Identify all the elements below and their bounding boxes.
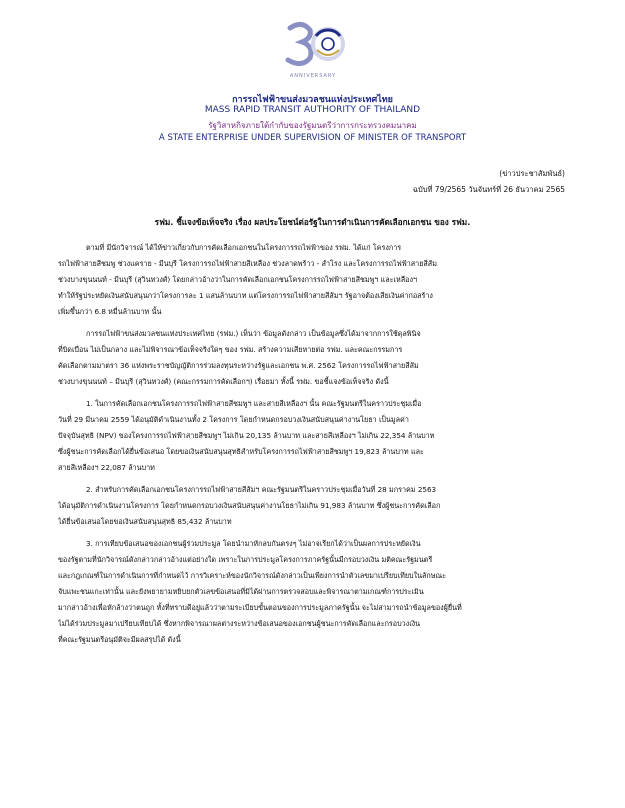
text-line: เพิ่มขึ้นกว่า 6.8 หมื่นล้านบาท นั้น — [58, 307, 162, 316]
text-line: 3. การเทียบข้อเสนอของเอกชนผู้ร่วมประมูล โดยนำมาหักลบกันตรงๆ ไม่อาจเรียกได้ว่าเป็นผลการประหยัดเงิน — [86, 539, 421, 548]
text-line: รถไฟฟ้าสายสีชมพู ช่วงแคราย - มีนบุรี โครงการรถไฟฟ้าสายสีเหลือง ช่วงลาดพร้าว - สำโรง และโครงการรถไฟฟ้าสายสีส้ม — [58, 259, 437, 268]
text-line: จับแพะชนแกะเท่านั้น และยังพยายามหยิบยกตัวเลขข้อเสนอที่มิได้ผ่านการตรวจสอบและพิจารณาตามเกณฑ์การประเมิน — [58, 587, 424, 596]
paragraph — [58, 326, 570, 390]
text-line: ได้ยื่นข้อเสนอโดยขอเงินสนับสนุนสุทธิ 85,432 ล้านบาท — [58, 517, 232, 526]
text-line: การรถไฟฟ้าขนส่งมวลชนแห่งประเทศไทย (รฟม.) เห็นว่า ข้อมูลดังกล่าว เป็นข้อมูลซึ่งได้มาจากการใช้ดุลพินิจ — [86, 329, 421, 338]
text-line: ตามที่ มีนักวิจารณ์ ได้ให้ข่าวเกี่ยวกับการคัดเลือกเอกชนในโครงการรถไฟฟ้าของ รฟม. ได้แก่ โครงการ — [86, 243, 402, 252]
text-line: ได้อนุมัติการดำเนินงานโครงการ โดยกำหนดกรอบวงเงินสนับสนุนค่างานโยธาไม่เกิน 91,983 ล้านบาท ซึ่งผู้ชนะการคัดเลือก — [58, 501, 441, 510]
logo-anniversary-text: ANNIVERSARY — [289, 73, 337, 79]
release-type: (ข่าวประชาสัมพันธ์) — [499, 169, 565, 178]
logo-digit-3 — [288, 24, 311, 63]
text-line: 1. ในการคัดเลือกเอกชนโครงการรถไฟฟ้าสายสีชมพูฯ และสายสีเหลืองฯ นั้น คณะรัฐมนตรีในคราวประชุมเมื่อ — [86, 399, 422, 408]
headline: รฟม. ชี้แจงข้อเท็จจริง เรื่อง ผลประโยชน์ต่อรัฐในการดำเนินการคัดเลือกเอกชน ของ รฟม. — [154, 217, 471, 227]
issue-line: ฉบับที่ 79/2565 วันจันทร์ที่ 26 ธันวาคม 2565 — [412, 185, 565, 194]
body-text — [58, 240, 570, 654]
text-line: คัดเลือกตามมาตรา 36 แห่งพระราชบัญญัติการร่วมลงทุนระหว่างรัฐและเอกชน พ.ศ. 2562 โครงการรถไฟฟ้าสายสีส้ม — [58, 361, 419, 370]
text-line: ซึ่งผู้ชนะการคัดเลือกได้ยื่นข้อเสนอ โดยขอเงินสนับสนุนสุทธิสำหรับโครงการรถไฟฟ้าสายสีชมพูฯ 19,823 ล้านบาท และ — [58, 447, 424, 456]
text-line: ของรัฐตามที่นักวิจารณ์ดังกล่าวกล่าวอ้างแต่อย่างใด เพราะในการประมูลโครงการภาครัฐนั้นมีกรอบวงเงิน มติคณะรัฐมนตรี — [58, 555, 433, 564]
subtitle-thai: รัฐวิสาหกิจภายใต้กำกับของรัฐมนตรีว่าการกระทรวงคมนาคม — [208, 121, 417, 130]
text-line: สายสีเหลืองฯ 22,087 ล้านบาท — [58, 463, 155, 472]
text-line: วันที่ 29 มีนาคม 2559 ได้อนุมัติดำเนินงานทั้ง 2 โครงการ โดยกำหนดกรอบวงเงินสนับสนุนค่างานโยธา เป็นมูลค่า — [58, 415, 409, 424]
paragraph — [58, 396, 570, 476]
subtitle-english: A STATE ENTERPRISE UNDER SUPERVISION OF MINISTER OF TRANSPORT — [158, 133, 467, 143]
text-line: 2. สำหรับการคัดเลือกเอกชนโครงการรถไฟฟ้าสายสีส้มฯ คณะรัฐมนตรีในคราวประชุมเมื่อวันที่ 28 มกราคม 2563 — [86, 485, 437, 494]
mrta-30-anniversary-logo — [272, 16, 354, 80]
paragraph — [58, 240, 570, 320]
text-line: ปัจจุบันสุทธิ (NPV) ของโครงการรถไฟฟ้าสายสีชมพูฯ ไม่เกิน 20,135 ล้านบาท และสายสีเหลืองฯ ไม่เกิน 22,354 ล้านบาท — [58, 431, 435, 440]
text-line: ช่วงบางขุนนนท์ – มีนบุรี (สุวินทวงศ์) (คณะกรรมการคัดเลือกฯ) เรื่อยมา ทั้งนี้ รฟม. ขอชี้แจงข้อเท็จจริง ดังนี้ — [58, 377, 389, 386]
text-line: และกฎเกณฑ์ในการดำเนินการที่กำหนดไว้ การวิเคราะห์ของนักวิจารณ์ดังกล่าวเป็นเพียงการนำตัวเลขมาเปรียบเทียบในลักษณะ — [58, 571, 447, 580]
text-line: ทำให้รัฐประหยัดเงินสนับสนุนกว่าโครงการละ 1 แสนล้านบาท แต่โครงการรถไฟฟ้าสายสีส้มฯ รัฐอาจต้องเสียเงินค่าก่อสร้าง — [58, 291, 433, 300]
text-line: ที่บิดเบือน ไม่เป็นกลาง และไม่พิจารณาข้อเท็จจริงใดๆ ของ รฟม. สร้างความเสียหายต่อ รฟม. และคณะกรรมการ — [58, 345, 403, 354]
paragraph — [58, 482, 570, 530]
paragraph — [58, 536, 570, 648]
org-name-english: MASS RAPID TRANSIT AUTHORITY OF THAILAND — [204, 105, 421, 115]
text-line: ช่วงบางขุนนนท์ - มีนบุรี (สุวินทวงศ์) โดยกล่าวอ้างว่าในการคัดเลือกเอกชนโครงการรถไฟฟ้าสายสีชมพูฯ และเหลืองฯ — [58, 275, 417, 284]
text-line: ไม่ได้ร่วมประมูลมาเปรียบเทียบได้ ซึ่งหากพิจารณาผลต่างระหว่างข้อเสนอของเอกชนผู้ชนะการคัดเลือกและกรอบวงเงิน — [58, 619, 421, 628]
text-line: ที่คณะรัฐมนตรีอนุมัติจะมีผลสรุปได้ ดังนี้ — [58, 635, 181, 644]
org-name-thai: การรถไฟฟ้าขนส่งมวลชนแห่งประเทศไทย — [232, 95, 393, 105]
text-line: มากล่าวอ้างเพื่อหักล้างว่าตนถูก ทั้งที่ทราบดีอยู่แล้วว่าตามระเบียบขั้นตอนของการประมูลภาครัฐนั้น จะไม่สามารถนำข้อมูลของผู้ยื่นที่ — [58, 603, 462, 612]
